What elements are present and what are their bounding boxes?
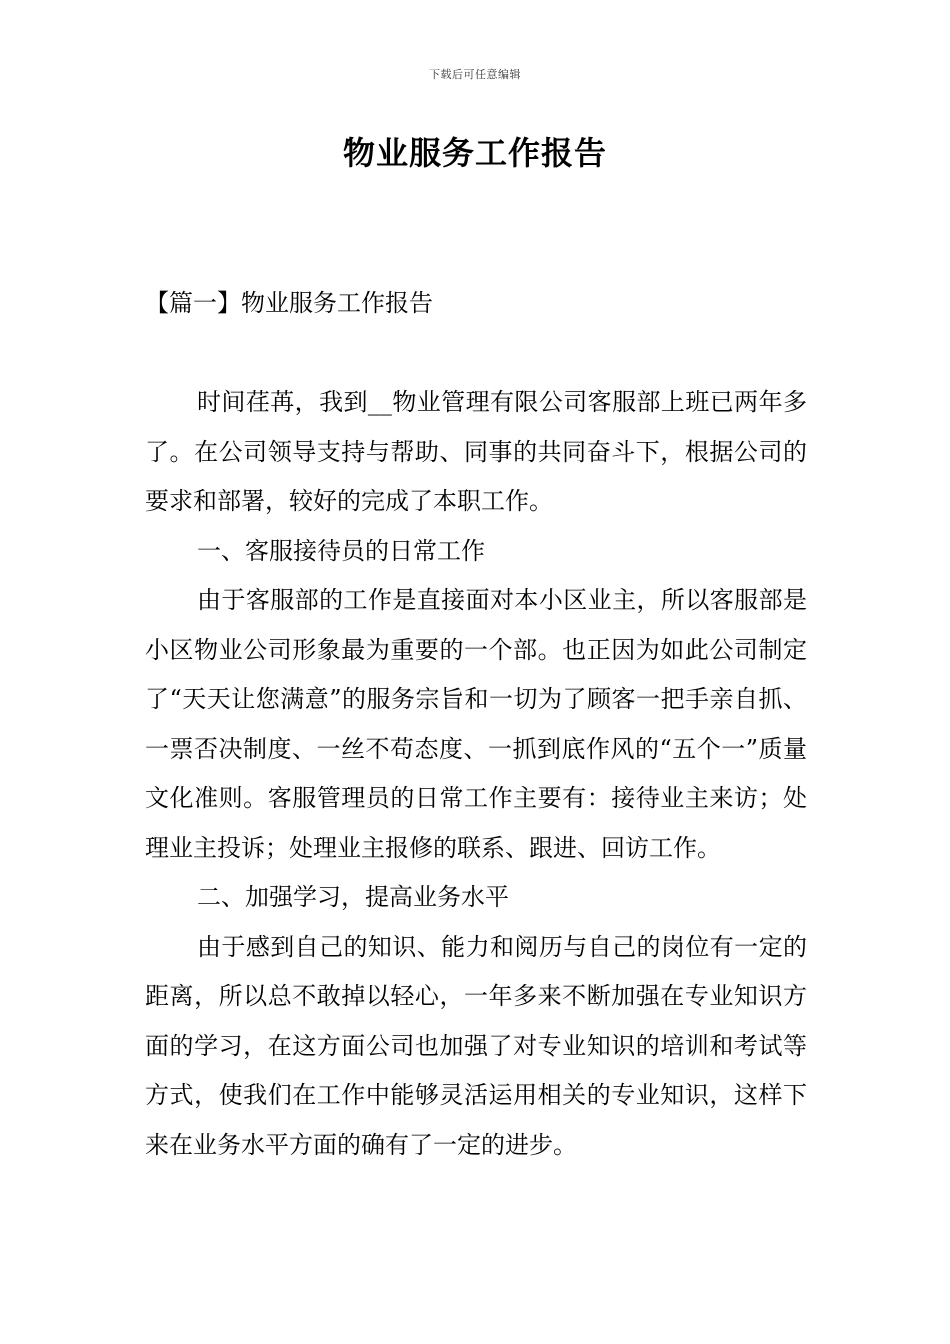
section-heading: 【篇一】物业服务工作报告 [145, 289, 433, 317]
document-title: 物业服务工作报告 [342, 134, 607, 172]
header-note: 下载后可任意编辑 [429, 68, 521, 81]
paragraph-intro: 时间荏苒，我到__物业管理有限公司客服部上班已两年多了。在公司领导支持与帮助、同事的共同奋斗下，根据公司的要求和部署，较好的完成了本职工作。 [145, 388, 807, 515]
subheading-daily-work: 一、客服接待员的日常工作 [197, 536, 485, 565]
subheading-study: 二、加强学习，提高业务水平 [197, 883, 509, 911]
paragraph-study: 由于感到自己的知识、能力和阅历与自己的岗位有一定的距离，所以总不敢掉以轻心，一年多来不断加强在专业知识方面的学习，在这方面公司也加强了对专业知识的培训和考试等方式，使我们在工作中能够灵活运用相关的专业知识，这样下来在业务水平方面的确有了一定的进步。 [145, 932, 807, 1159]
paragraph-daily-work: 由于客服部的工作是直接面对本小区业主，所以客服部是小区物业公司形象最为重要的一个部。也正因为如此公司制定了“天天让您满意”的服务宗旨和一切为了顾客一把手亲自抓、一票否决制度、一丝不苟态度、一抓到底作风的“五个一”质量文化准则。客服管理员的日常工作主要有：接待业主来访；处理业主投诉；处理业主报修的联系、跟进、回访工作。 [145, 586, 807, 862]
document-body [145, 378, 807, 1170]
